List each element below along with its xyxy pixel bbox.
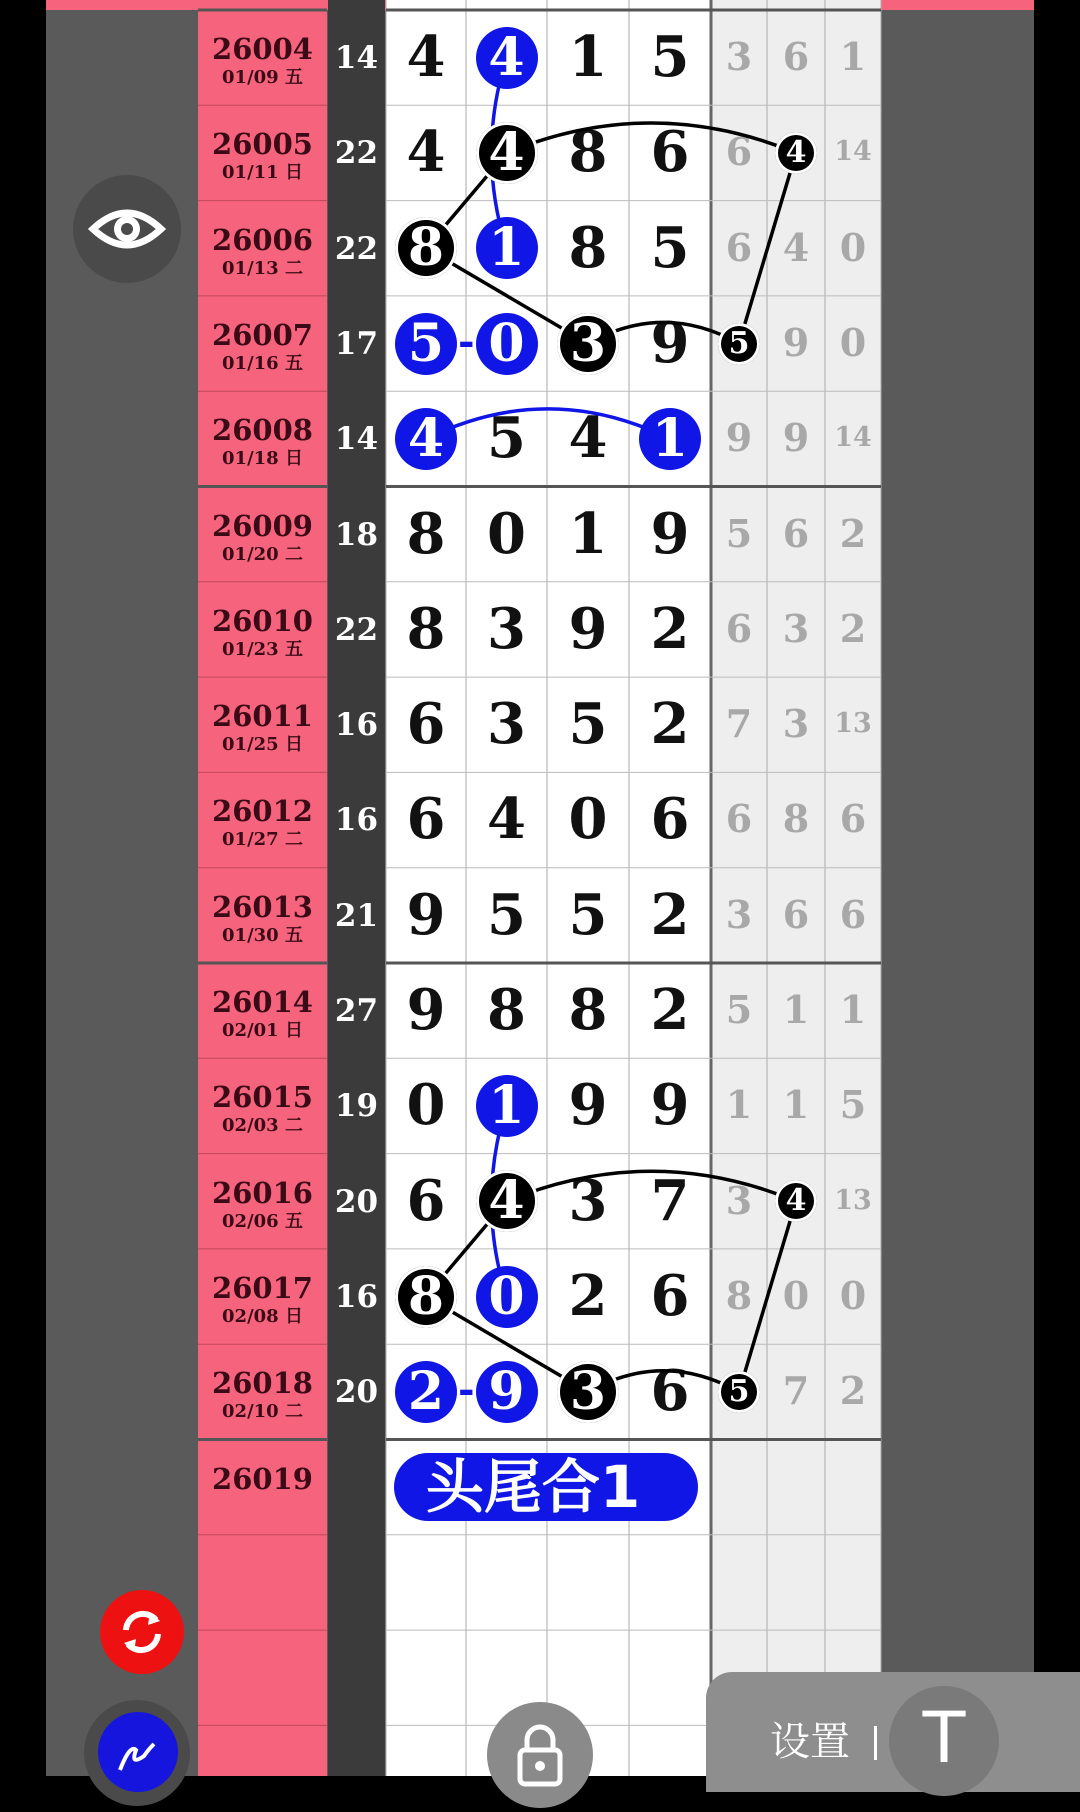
period-number: 26004 — [212, 32, 313, 66]
black-circled-digit[interactable]: 3 — [557, 313, 619, 375]
pen-icon — [84, 1700, 190, 1806]
draw-digit[interactable]: 7 — [650, 1167, 690, 1234]
period-number: 26017 — [212, 1270, 313, 1305]
digit-sum: 20 — [334, 1374, 379, 1411]
draw-digit[interactable]: 3 — [568, 1167, 608, 1234]
side-stat: 7 — [725, 701, 753, 747]
side-stat: 14 — [834, 136, 872, 168]
pen-tool-button[interactable] — [84, 1700, 190, 1806]
draw-date: 01/13 二 — [222, 257, 303, 279]
side-stat: 6 — [725, 224, 753, 270]
draw-digit[interactable]: 8 — [406, 595, 446, 662]
side-stat: 3 — [725, 1177, 753, 1223]
text-tool-button[interactable] — [889, 1686, 999, 1796]
side-stat: 2 — [839, 605, 867, 651]
digit-sum: 19 — [334, 1088, 379, 1125]
black-circled-digit[interactable]: 3 — [557, 1361, 619, 1423]
black-circled-digit[interactable]: 5 — [718, 1371, 760, 1413]
side-stat: 13 — [834, 1184, 872, 1216]
draw-digit[interactable]: 8 — [487, 977, 526, 1043]
blue-circled-digit[interactable]: 4 — [476, 27, 538, 89]
draw-digit[interactable]: 9 — [568, 1072, 608, 1139]
period-number: 26007 — [212, 317, 313, 352]
draw-date: 01/23 五 — [222, 638, 303, 660]
black-connector-line — [507, 123, 797, 153]
draw-digit[interactable]: 1 — [568, 24, 608, 90]
side-stat: 1 — [725, 1082, 753, 1128]
draw-digit[interactable]: 2 — [650, 691, 690, 758]
draw-digit[interactable]: 3 — [487, 595, 526, 662]
draw-digit[interactable]: 9 — [406, 977, 446, 1043]
side-stat: 6 — [725, 129, 753, 175]
black-circled-digit[interactable]: 4 — [775, 1180, 817, 1222]
draw-digit[interactable]: 9 — [650, 309, 690, 376]
draw-digit[interactable]: 4 — [406, 24, 446, 90]
draw-date: 01/25 日 — [222, 734, 303, 756]
draw-digit[interactable]: 8 — [406, 500, 446, 567]
annotation-label[interactable]: 头尾合1 — [425, 1453, 641, 1522]
side-stat: 2 — [839, 1368, 867, 1414]
black-circled-digit[interactable]: 8 — [395, 1266, 457, 1328]
period-number: 26016 — [212, 1175, 313, 1210]
side-stat: 1 — [839, 34, 867, 79]
side-stat: 5 — [839, 1082, 867, 1128]
draw-digit[interactable]: 8 — [568, 119, 608, 186]
side-stat: 6 — [839, 891, 867, 937]
settings-button[interactable]: 设置 — [770, 1719, 850, 1765]
draw-digit[interactable]: 0 — [406, 1072, 446, 1139]
digit-sum: 16 — [334, 707, 379, 744]
text-tool-label: T — [922, 1697, 966, 1779]
blue-circled-digit[interactable]: 4 — [395, 408, 457, 470]
draw-digit[interactable]: 6 — [650, 786, 690, 853]
blue-circled-digit[interactable]: 0 — [476, 313, 538, 375]
draw-digit[interactable]: 6 — [406, 1167, 446, 1234]
draw-digit[interactable]: 2 — [650, 881, 690, 948]
side-stat: 13 — [834, 708, 872, 740]
lock-icon — [487, 1702, 593, 1808]
draw-digit[interactable]: 8 — [568, 977, 608, 1043]
draw-date: 02/03 二 — [222, 1115, 303, 1137]
side-stat: 6 — [782, 510, 810, 556]
draw-digit[interactable]: 5 — [650, 24, 690, 90]
draw-digit[interactable]: 5 — [568, 881, 608, 948]
draw-digit[interactable]: 4 — [568, 405, 608, 472]
period-number: 26006 — [212, 222, 313, 257]
draw-digit[interactable]: 4 — [406, 119, 446, 186]
digit-sum: 14 — [334, 40, 379, 76]
draw-date: 02/06 五 — [222, 1210, 303, 1232]
draw-digit[interactable]: 1 — [568, 500, 608, 567]
digit-sum: 21 — [334, 897, 379, 934]
draw-digit[interactable]: 0 — [568, 786, 608, 853]
refresh-button[interactable] — [100, 1590, 184, 1674]
draw-digit[interactable]: 6 — [650, 1358, 690, 1425]
blue-circled-digit[interactable]: 5 — [395, 313, 457, 375]
side-stat: 6 — [782, 34, 810, 79]
draw-digit[interactable]: 9 — [650, 500, 690, 567]
black-circled-digit[interactable]: 4 — [476, 122, 538, 184]
draw-date: 01/20 二 — [222, 543, 303, 565]
side-stat: 8 — [782, 796, 810, 842]
refresh-icon — [100, 1590, 184, 1674]
draw-digit[interactable]: 6 — [406, 691, 446, 758]
draw-digit[interactable]: 2 — [650, 977, 690, 1043]
period-number: 26013 — [212, 889, 313, 924]
draw-digit[interactable]: 5 — [487, 881, 526, 948]
digit-sum: 16 — [334, 802, 379, 839]
black-connector-line — [739, 153, 796, 344]
digit-sum: 18 — [334, 516, 379, 553]
side-stat: 6 — [839, 796, 867, 842]
draw-digit[interactable]: 9 — [650, 1072, 690, 1139]
blue-circled-digit[interactable]: 0 — [476, 1266, 538, 1328]
draw-digit[interactable]: 2 — [650, 595, 690, 662]
pair-dash: - — [457, 317, 475, 365]
draw-digit[interactable]: 2 — [568, 1262, 608, 1329]
blue-connector-line — [426, 409, 670, 439]
black-circled-digit[interactable]: 4 — [476, 1170, 538, 1232]
side-stat: 2 — [839, 510, 867, 556]
side-stat: 4 — [782, 224, 810, 270]
period-number: 26015 — [212, 1080, 313, 1115]
blue-circled-digit[interactable]: 1 — [639, 408, 701, 470]
draw-digit[interactable]: 9 — [568, 595, 608, 662]
pair-dash: - — [457, 1365, 475, 1413]
side-stat: 1 — [839, 987, 867, 1032]
blue-circled-digit[interactable]: 1 — [476, 217, 538, 279]
digit-sum: 27 — [334, 993, 379, 1029]
eye-toggle-button[interactable] — [73, 175, 181, 283]
black-connector-line — [739, 1201, 796, 1392]
digit-sum: 16 — [334, 1278, 379, 1315]
digit-sum: 22 — [334, 230, 379, 267]
draw-date: 02/10 二 — [222, 1401, 303, 1423]
panel-divider — [874, 1726, 877, 1760]
side-stat: 5 — [725, 510, 753, 556]
side-stat: 6 — [725, 796, 753, 842]
digit-sum: 17 — [334, 325, 379, 362]
draw-digit[interactable]: 6 — [406, 786, 446, 853]
period-number: 26010 — [212, 603, 313, 638]
period-number: 26009 — [212, 508, 313, 543]
draw-date: 01/30 五 — [222, 924, 303, 946]
digit-sum: 20 — [334, 1183, 379, 1220]
black-connector-line — [507, 1171, 797, 1201]
side-stat: 8 — [725, 1272, 753, 1318]
draw-digit[interactable]: 9 — [406, 881, 446, 948]
side-stat: 1 — [782, 1082, 810, 1128]
period-number: 26014 — [212, 985, 313, 1019]
draw-digit[interactable]: 8 — [568, 214, 608, 281]
period-number: 26012 — [212, 794, 313, 829]
side-stat: 3 — [725, 891, 753, 937]
draw-digit[interactable]: 5 — [568, 691, 608, 758]
blue-circled-digit[interactable]: 9 — [476, 1361, 538, 1423]
side-stat: 0 — [782, 1272, 810, 1318]
side-stat: 7 — [782, 1368, 810, 1414]
draw-date: 01/27 二 — [222, 829, 303, 851]
period-number: 26005 — [212, 127, 313, 162]
draw-digit[interactable]: 6 — [650, 1262, 690, 1329]
side-stat: 3 — [782, 701, 810, 747]
side-stat: 3 — [725, 34, 753, 79]
digit-sum: 14 — [334, 421, 379, 458]
period-number: 26019 — [212, 1461, 313, 1496]
digit-sum: 22 — [334, 611, 379, 648]
draw-digit[interactable]: 3 — [487, 691, 526, 758]
draw-date: 01/16 五 — [222, 352, 303, 374]
draw-digit[interactable]: 6 — [650, 119, 690, 186]
side-stat: 9 — [782, 319, 810, 365]
side-stat: 14 — [834, 422, 872, 454]
side-stat: 6 — [782, 891, 810, 937]
draw-digit[interactable]: 5 — [487, 405, 526, 472]
draw-date: 01/09 五 — [222, 67, 303, 88]
draw-digit[interactable]: 0 — [487, 500, 526, 567]
blue-circled-digit[interactable]: 1 — [476, 1075, 538, 1137]
digit-sum: 22 — [334, 135, 379, 172]
period-number: 26008 — [212, 413, 313, 448]
side-stat: 0 — [839, 319, 867, 365]
draw-digit[interactable]: 5 — [650, 214, 690, 281]
draw-date: 02/08 日 — [222, 1305, 303, 1327]
black-circled-digit[interactable]: 5 — [718, 323, 760, 365]
side-stat: 3 — [782, 605, 810, 651]
draw-date: 01/18 日 — [222, 448, 303, 470]
eye-icon — [73, 175, 181, 283]
side-stat: 1 — [782, 987, 810, 1032]
blue-circled-digit[interactable]: 2 — [395, 1361, 457, 1423]
draw-digit[interactable]: 4 — [487, 786, 526, 853]
side-stat: 0 — [839, 224, 867, 270]
lock-button[interactable] — [487, 1702, 593, 1808]
draw-date: 01/11 日 — [222, 162, 303, 184]
period-number: 26018 — [212, 1366, 313, 1401]
side-stat: 6 — [725, 605, 753, 651]
black-circled-digit[interactable]: 4 — [775, 132, 817, 174]
side-stat: 5 — [725, 987, 753, 1032]
side-stat: 9 — [782, 415, 810, 461]
draw-date: 02/01 日 — [222, 1020, 303, 1041]
side-stat: 9 — [725, 415, 753, 461]
side-stat: 0 — [839, 1272, 867, 1318]
period-number: 26011 — [212, 699, 313, 734]
black-circled-digit[interactable]: 8 — [395, 217, 457, 279]
